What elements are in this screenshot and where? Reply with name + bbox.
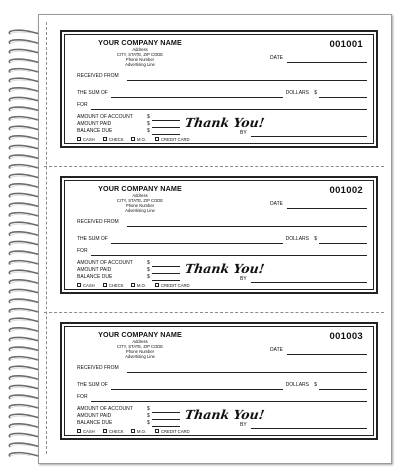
receipt — [60, 176, 378, 294]
money-order-checkbox[interactable] — [131, 283, 135, 287]
received-from-line[interactable] — [127, 372, 367, 373]
balance-due-line[interactable] — [152, 426, 180, 427]
sum-line[interactable] — [111, 243, 283, 244]
cash-label: CASH — [83, 282, 95, 288]
company-phone: Phone Number — [125, 349, 155, 354]
dollars-line[interactable] — [319, 97, 367, 98]
amount-paid-label: AMOUNT PAID — [77, 267, 112, 273]
sum-label: THE SUM OF — [77, 90, 108, 96]
for-label: FOR — [77, 394, 88, 400]
received-from-line[interactable] — [127, 80, 367, 81]
credit-card-label: CREDIT CARD — [161, 428, 190, 434]
money-order-label: M.O. — [137, 282, 147, 288]
cash-checkbox[interactable] — [77, 283, 81, 287]
cash-checkbox[interactable] — [77, 137, 81, 141]
receipt — [60, 30, 378, 148]
receipt-inner-border — [64, 326, 374, 436]
amount-paid-line[interactable] — [152, 127, 180, 128]
amount-paid-label: AMOUNT PAID — [77, 413, 112, 419]
balance-due-label: BALANCE DUE — [77, 128, 113, 134]
receipt — [60, 322, 378, 440]
dollars-line[interactable] — [319, 243, 367, 244]
for-line[interactable] — [91, 109, 367, 110]
received-from-label: RECEIVED FROM — [77, 219, 119, 225]
receipt-number: 001003 — [329, 331, 363, 342]
by-label: BY — [240, 276, 247, 282]
credit-card-checkbox[interactable] — [155, 137, 159, 141]
for-label: FOR — [77, 248, 88, 254]
cash-label: CASH — [83, 136, 95, 142]
for-line[interactable] — [91, 255, 367, 256]
by-signature-line[interactable] — [251, 282, 367, 283]
company-name: YOUR COMPANY NAME — [98, 330, 182, 339]
dollar-sign: $ — [147, 267, 150, 273]
company-city: CITY, STATE, ZIP CODE — [116, 52, 164, 57]
received-from-label: RECEIVED FROM — [77, 365, 119, 371]
dollars-label: DOLLARS — [285, 90, 309, 96]
balance-due-label: BALANCE DUE — [77, 420, 113, 426]
amount-of-account-label: AMOUNT OF ACCOUNT — [77, 406, 133, 412]
balance-due-line[interactable] — [152, 280, 180, 281]
check-label: CHECK — [109, 282, 124, 288]
thank-you-text: Thank You! — [183, 261, 266, 276]
date-line[interactable] — [287, 354, 367, 355]
dollar-sign: $ — [147, 406, 150, 412]
dollar-sign: $ — [147, 274, 150, 280]
horizontal-perforation — [44, 312, 384, 313]
amount-of-account-label: AMOUNT OF ACCOUNT — [77, 260, 133, 266]
amount-of-account-line[interactable] — [152, 412, 180, 413]
amount-paid-label: AMOUNT PAID — [77, 121, 112, 127]
company-advertising: Advertising Line — [125, 62, 155, 67]
check-checkbox[interactable] — [103, 283, 107, 287]
received-from-line[interactable] — [127, 226, 367, 227]
check-checkbox[interactable] — [103, 137, 107, 141]
company-address: Address — [132, 193, 148, 198]
thank-you-text: Thank You! — [183, 115, 266, 130]
dollars-label: DOLLARS — [285, 382, 309, 388]
horizontal-perforation — [44, 166, 384, 167]
cash-label: CASH — [83, 428, 95, 434]
for-line[interactable] — [91, 401, 367, 402]
by-signature-line[interactable] — [251, 428, 367, 429]
company-name: YOUR COMPANY NAME — [98, 184, 182, 193]
money-order-label: M.O. — [137, 428, 147, 434]
company-address: Address — [132, 47, 148, 52]
sum-line[interactable] — [111, 389, 283, 390]
receipt-inner-border — [64, 180, 374, 290]
company-advertising: Advertising Line — [125, 208, 155, 213]
money-order-label: M.O. — [137, 136, 147, 142]
by-label: BY — [240, 422, 247, 428]
by-label: BY — [240, 130, 247, 136]
dollar-sign: $ — [314, 236, 317, 242]
amount-of-account-line[interactable] — [152, 266, 180, 267]
money-order-checkbox[interactable] — [131, 137, 135, 141]
receipt-number: 001001 — [329, 39, 363, 50]
dollar-sign: $ — [314, 90, 317, 96]
money-order-checkbox[interactable] — [131, 429, 135, 433]
company-city: CITY, STATE, ZIP CODE — [116, 344, 164, 349]
check-label: CHECK — [109, 136, 124, 142]
date-label: DATE — [270, 347, 283, 353]
check-checkbox[interactable] — [103, 429, 107, 433]
dollar-sign: $ — [314, 382, 317, 388]
credit-card-checkbox[interactable] — [155, 283, 159, 287]
dollar-sign: $ — [147, 260, 150, 266]
amount-paid-line[interactable] — [152, 273, 180, 274]
for-label: FOR — [77, 102, 88, 108]
thank-you-text: Thank You! — [183, 407, 266, 422]
dollars-label: DOLLARS — [285, 236, 309, 242]
balance-due-line[interactable] — [152, 134, 180, 135]
date-label: DATE — [270, 201, 283, 207]
company-phone: Phone Number — [125, 203, 155, 208]
amount-paid-line[interactable] — [152, 419, 180, 420]
amount-of-account-line[interactable] — [152, 120, 180, 121]
dollars-line[interactable] — [319, 389, 367, 390]
cash-checkbox[interactable] — [77, 429, 81, 433]
credit-card-checkbox[interactable] — [155, 429, 159, 433]
dollar-sign: $ — [147, 114, 150, 120]
dollar-sign: $ — [147, 128, 150, 134]
dollar-sign: $ — [147, 420, 150, 426]
sum-label: THE SUM OF — [77, 382, 108, 388]
date-line[interactable] — [287, 62, 367, 63]
check-label: CHECK — [109, 428, 124, 434]
sum-line[interactable] — [111, 97, 283, 98]
dollar-sign: $ — [147, 413, 150, 419]
company-address: Address — [132, 339, 148, 344]
amount-of-account-label: AMOUNT OF ACCOUNT — [77, 114, 133, 120]
credit-card-label: CREDIT CARD — [161, 136, 190, 142]
date-label: DATE — [270, 55, 283, 61]
vertical-perforation — [46, 22, 47, 454]
receipt-inner-border — [64, 34, 374, 144]
date-line[interactable] — [287, 208, 367, 209]
by-signature-line[interactable] — [251, 136, 367, 137]
credit-card-label: CREDIT CARD — [161, 282, 190, 288]
company-city: CITY, STATE, ZIP CODE — [116, 198, 164, 203]
sum-label: THE SUM OF — [77, 236, 108, 242]
dollar-sign: $ — [147, 121, 150, 127]
company-name: YOUR COMPANY NAME — [98, 38, 182, 47]
receipt-number: 001002 — [329, 185, 363, 196]
balance-due-label: BALANCE DUE — [77, 274, 113, 280]
company-phone: Phone Number — [125, 57, 155, 62]
company-advertising: Advertising Line — [125, 354, 155, 359]
received-from-label: RECEIVED FROM — [77, 73, 119, 79]
